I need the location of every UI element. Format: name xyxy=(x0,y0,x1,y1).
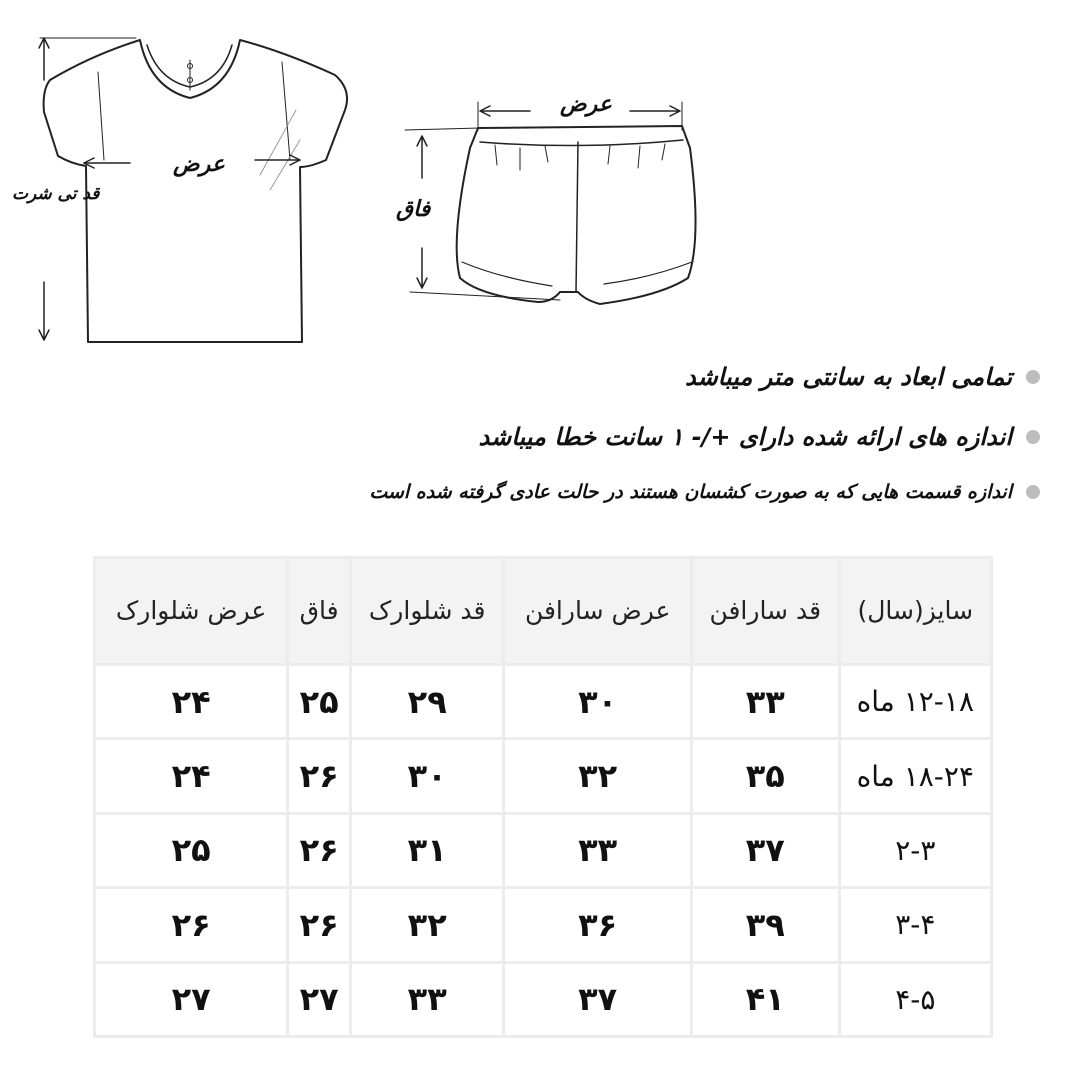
size-cell: ۱۲-۱۸ ماه xyxy=(841,666,990,737)
size-cell: ۲-۳ xyxy=(841,815,990,886)
header-size: سایز(سال) xyxy=(841,559,990,663)
note-item xyxy=(479,423,1040,451)
table-row xyxy=(96,889,990,960)
value-cell: ۲۴ xyxy=(96,666,286,737)
value-cell: ۳۳ xyxy=(352,964,503,1035)
header-shorts-length: قد شلوارک xyxy=(352,559,503,663)
table-row xyxy=(96,666,990,737)
value-cell: ۲۷ xyxy=(289,964,349,1035)
value-cell: ۳۰ xyxy=(505,666,689,737)
value-cell: ۲۶ xyxy=(289,889,349,960)
value-cell: ۳۶ xyxy=(505,889,689,960)
note-item xyxy=(369,481,1040,503)
value-cell: ۲۹ xyxy=(352,666,503,737)
value-cell: ۲۶ xyxy=(96,889,286,960)
value-cell: ۳۷ xyxy=(693,815,838,886)
size-table xyxy=(93,556,993,1038)
note-item xyxy=(685,363,1040,391)
table-row xyxy=(96,740,990,811)
value-cell: ۳۰ xyxy=(352,740,503,811)
value-cell: ۲۵ xyxy=(96,815,286,886)
value-cell: ۳۵ xyxy=(693,740,838,811)
note-text: اندازه های ارائه شده دارای +/- ۱ سانت خطا میباشد xyxy=(478,423,1012,451)
tshirt-width-label: عرض xyxy=(173,152,225,177)
bullet-icon xyxy=(1026,485,1040,499)
bullet-icon xyxy=(1026,370,1040,384)
size-cell: ۳-۴ xyxy=(841,889,990,960)
value-cell: ۳۳ xyxy=(693,666,838,737)
garment-diagram xyxy=(0,0,1080,350)
value-cell: ۲۴ xyxy=(96,740,286,811)
value-cell: ۲۶ xyxy=(289,815,349,886)
value-cell: ۳۷ xyxy=(505,964,689,1035)
garment-illustration xyxy=(0,0,1080,350)
value-cell: ۲۶ xyxy=(289,740,349,811)
table-row xyxy=(96,815,990,886)
value-cell: ۳۳ xyxy=(505,815,689,886)
value-cell: ۳۹ xyxy=(693,889,838,960)
table-row xyxy=(96,964,990,1035)
shorts-width-label: عرض xyxy=(560,92,612,117)
size-cell: ۴-۵ xyxy=(841,964,990,1035)
table-header-row xyxy=(96,559,990,663)
value-cell: ۲۵ xyxy=(289,666,349,737)
tshirt-length-label: قد تی شرت xyxy=(12,184,100,204)
value-cell: ۳۲ xyxy=(352,889,503,960)
header-dress-length: قد سارافن xyxy=(693,559,838,663)
header-hip: فاق xyxy=(289,559,349,663)
value-cell: ۳۱ xyxy=(352,815,503,886)
note-text: اندازه قسمت هایی که به صورت کشسان هستند در حالت عادی گرفته شده است xyxy=(369,481,1012,503)
header-dress-width: عرض سارافن xyxy=(505,559,689,663)
header-shorts-width: عرض شلوارک xyxy=(96,559,286,663)
value-cell: ۲۷ xyxy=(96,964,286,1035)
value-cell: ۳۲ xyxy=(505,740,689,811)
shorts-hip-label: فاق xyxy=(396,197,431,222)
note-text: تمامی ابعاد به سانتی متر میباشد xyxy=(684,363,1012,391)
bullet-icon xyxy=(1026,430,1040,444)
size-cell: ۱۸-۲۴ ماه xyxy=(841,740,990,811)
value-cell: ۴۱ xyxy=(693,964,838,1035)
